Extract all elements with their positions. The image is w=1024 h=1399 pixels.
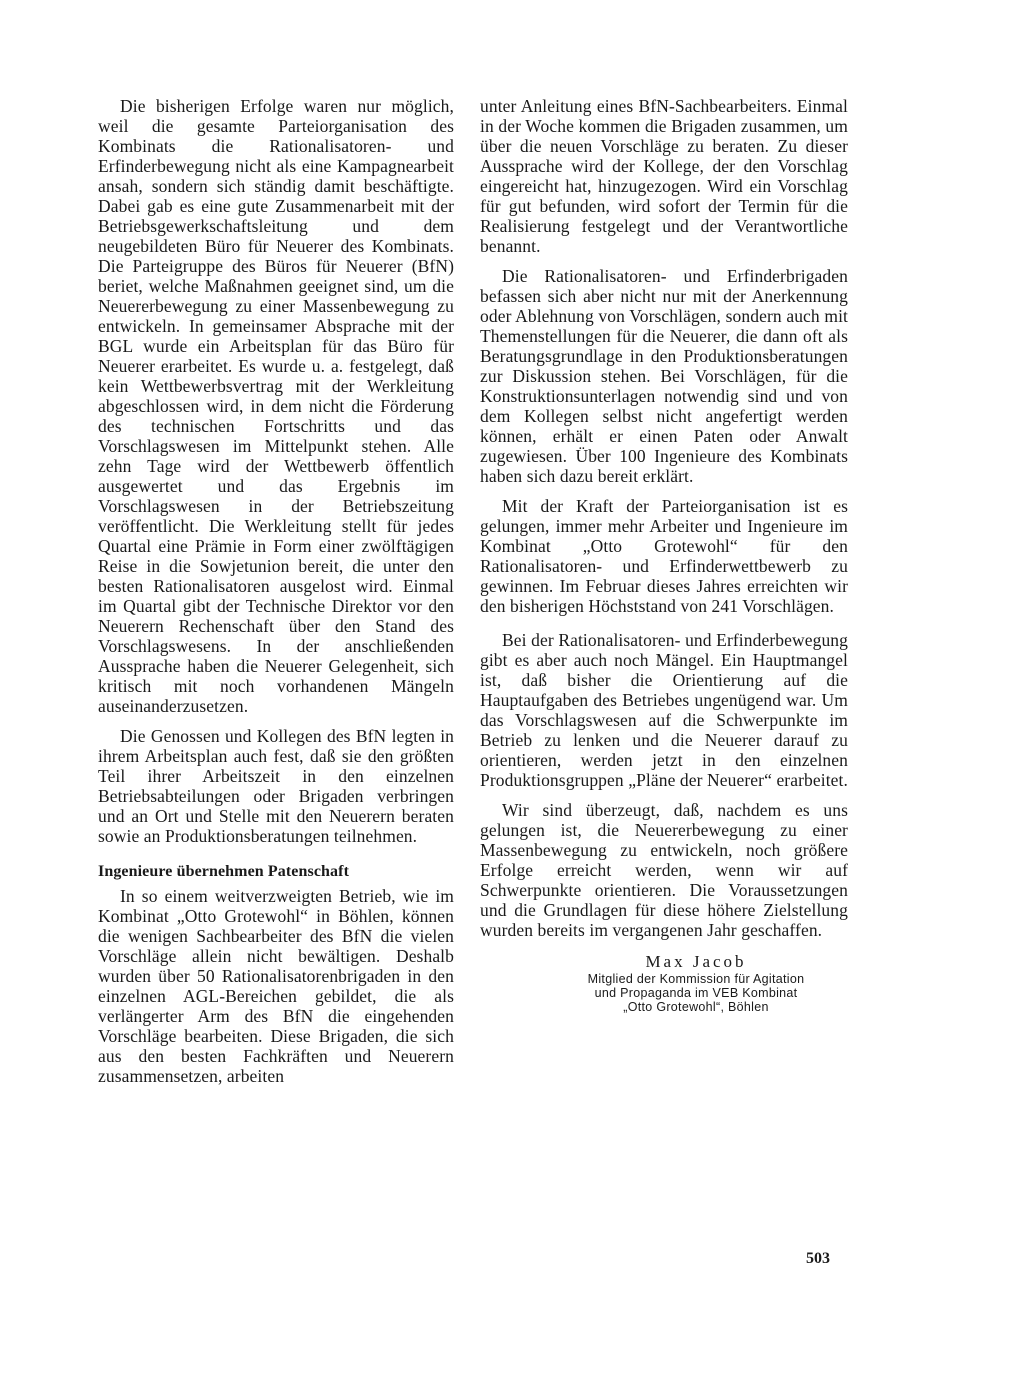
author-role-line: Mitglied der Kommission für Agitation [587,972,805,986]
author-name: Max Jacob [645,952,747,971]
paragraph-bfn-workplan: Die Genossen und Kollegen des BfN legten in ihrem Arbeitsplan auch fest, daß sie den größten Teil ihrer Arbeitszeit in den einzelnen Betriebsabteilungen oder Brigaden verbringen und an Ort und Stelle mit den Neuerern beraten sowie an Produktionsberatungen teilnehmen. [98,726,454,846]
paragraph-successes: Die bisherigen Erfolge waren nur möglich, weil die gesamte Parteiorganisation des Kombinats die Rationalisatoren- und Erfinderbewegung nicht als eine Kampagnearbeit ansah, sondern sich ständig damit beschäftigte. Dabei gab es eine gute Zusammenarbeit mit der Betriebsgewerkschaftsleitung und dem neugebildeten Büro für Neuerer des Kombinats. Die Parteigruppe des Büros für Neuerer (BfN) beriet, welche Maßnahmen geeignet sind, um die Neuererbewegung zu einer Massenbewegung zu entwickeln. In gemeinsamer Absprache mit der BGL wurde ein Arbeitsplan für das Büro für Neuerer erarbeitet. Es wurde u. a. festgelegt, daß kein Wettbewerbsvertrag mit der Werkleitung abgeschlossen wird, in dem nicht die Förderung des technischen Fortschritts und das Vorschlagswesen im Mittelpunkt stehen. Alle zehn Tage wird der Wettbewerb öffentlich ausgewertet und das Ergebnis im Vorschlagswesen in der Betriebszeitung veröffentlicht. Die Werkleitung stellt für jedes Quartal eine Prämie in Form einer zwölftägigen Reise in die Sowjetunion bereit, die unter den besten Rationalisatoren ausgelost wird. Einmal im Quartal gibt der Technische Direktor vor den Neuerern Rechenschaft über den Stand des Vorschlagswesens. In der anschließenden Aussprache haben die Neuerer Gelegenheit, sich kritisch mit noch vorhandenen Mängeln auseinanderzusetzen. [98,96,454,716]
paragraph-brigade-topics: Die Rationalisatoren- und Erfinderbrigaden befassen sich aber nicht nur mit der Anerkennung oder Ablehnung von Vorschlägen, sondern auch mit Themenstellungen für die Neuerer, die dann oft als Beratungsgrundlage in den Produktionsberatungen zur Diskussion stehen. Bei Vorschlägen, für die Konstruktionsunterlagen notwendig sind und von dem Kollegen selbst nicht angefertigt werden können, erhält er einen Paten oder Anwalt zugewiesen. Über 100 Ingenieure des Kombinats haben sich dazu bereit erklärt. [480,266,848,486]
paragraph-brigades: In so einem weitverzweigten Betrieb, wie im Kombinat „Otto Grotewohl“ in Böhlen, können die wenigen Sachbearbeiter des BfN die vielen Vorschläge allein nicht bewältigen. Deshalb wurden über 50 Rationalisatorenbrigaden in den einzelnen AGL-Bereichen gebildet, die als verlängerter Arm des BfN die eingehenden Vorschläge bearbeiten. Diese Brigaden, die sich aus den besten Fachkräften und Neuerern zusammensetzen, arbeiten [98,886,454,1086]
right-column [480,96,848,1014]
page-number: 503 [806,1250,830,1267]
author-role-line: und Propaganda im VEB Kombinat [594,986,798,1000]
paragraph-conviction: Wir sind überzeugt, daß, nachdem es uns gelungen ist, die Neuererbewegung zu einer Massenbewegung zu entwickeln, noch größere Erfolge erreicht werden, wenn wir auf Schwerpunkte orientieren. Die Voraussetzungen und die Grundlagen für diese höhere Zielstellung wurden bereits im vergangenen Jahr geschaffen. [480,800,848,940]
left-column [98,96,454,1086]
author-role-line: „Otto Grotewohl“, Böhlen [623,1000,769,1014]
author-signature [480,952,848,1014]
paragraph-party-strength: Mit der Kraft der Parteiorganisation ist es gelungen, immer mehr Arbeiter und Ingenieure im Kombinat „Otto Grotewohl“ für den Rationalisatoren- und Erfinderwettbewerb zu gewinnen. Im Februar dieses Jahres erreichten wir den bisherigen Höchststand von 241 Vorschlägen. [480,496,848,616]
paragraph-guidance: unter Anleitung eines BfN-Sachbearbeiters. Einmal in der Woche kommen die Brigaden zusammen, um über die neuen Vorschläge zu beraten. Zu dieser Aussprache wird der Kollege, der den Vorschlag eingereicht hat, hinzugezogen. Wird ein Vorschlag für gut befunden, wird sofort der Termin für die Realisierung festgelegt und der Verantwortliche benannt. [480,96,848,256]
section-heading: Ingenieure übernehmen Patenschaft [98,863,349,880]
paragraph-shortcomings: Bei der Rationalisatoren- und Erfinderbewegung gibt es aber auch noch Mängel. Ein Hauptmangel ist, daß bisher die Orientierung auf die Hauptaufgaben des Betriebes ungenügend war. Um das Vorschlagswesen auf die Schwerpunkte im Betrieb zu lenken und die Neuerer darauf zu orientieren, werden jetzt in den einzelnen Produktionsgruppen „Pläne der Neuerer“ erarbeitet. [480,630,848,790]
